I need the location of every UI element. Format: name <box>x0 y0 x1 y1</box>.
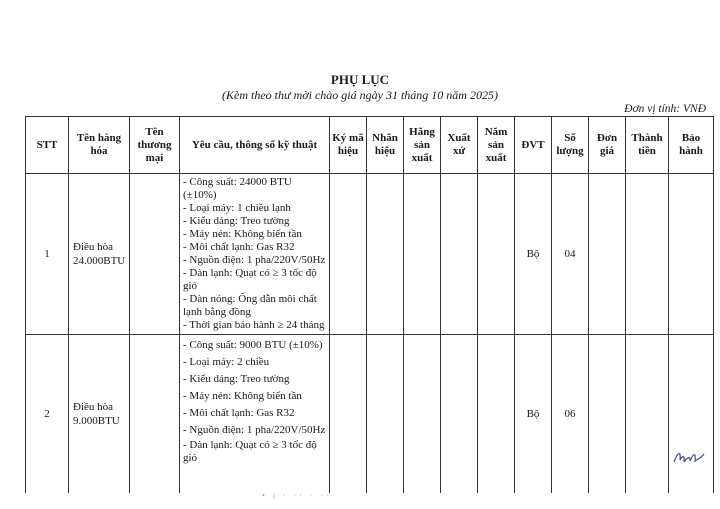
header-cell: Tên hàng hóa <box>69 117 130 174</box>
row-model-code <box>330 335 367 494</box>
row-product-name: Điều hòa 24.000BTU <box>69 174 130 335</box>
spec-line: - Môi chất lạnh: Gas R32 <box>183 407 295 419</box>
row-total <box>626 335 669 494</box>
row-unit: Bộ <box>515 174 552 335</box>
page-subtitle: (Kèm theo thư mời chào giá ngày 31 tháng 10 năm 2025) <box>222 88 498 102</box>
spec-line: - Dàn lạnh: Quạt có ≥ 3 tốc độ gió <box>183 267 317 292</box>
row-year <box>478 174 515 335</box>
row-brand <box>367 335 404 494</box>
spec-line: - Công suất: 24000 BTU (±10%) <box>183 176 292 201</box>
table-row <box>26 335 714 494</box>
spec-line: - Thời gian bảo hành ≥ 24 tháng <box>183 319 325 331</box>
header-cell: Nhãn hiệu <box>367 117 404 174</box>
row-manufacturer <box>404 335 441 494</box>
header-cell: ĐVT <box>515 117 552 174</box>
row-origin <box>441 335 478 494</box>
row-origin <box>441 174 478 335</box>
quotation-table <box>25 116 714 493</box>
header-cell: STT <box>26 117 69 174</box>
table-header-row <box>26 117 714 174</box>
row-trade-name <box>130 335 180 494</box>
row-quantity: 06 <box>552 335 589 494</box>
row-manufacturer <box>404 174 441 335</box>
row-product-name: Điều hòa 9.000BTU <box>69 335 130 494</box>
spec-line: - Dàn lạnh: Quạt có ≥ 3 tốc độ gió <box>183 439 317 464</box>
row-total <box>626 174 669 335</box>
spec-line: - Nguồn điện: 1 pha/220V/50Hz <box>183 254 326 266</box>
signature-initials-icon <box>672 448 706 466</box>
row-warranty <box>669 335 714 494</box>
spec-line: - Nguồn điện: 1 pha/220V/50Hz <box>183 424 326 436</box>
row-specifications <box>180 335 330 494</box>
spec-line: - Công suất: 9000 BTU (±10%) <box>183 339 323 351</box>
header-cell: Yêu cầu, thông số kỹ thuật <box>180 117 330 174</box>
faint-stamp-mark: • ı ‧ ·‧ · ·‧ <box>262 491 332 500</box>
spec-line: - Máy nén: Không biến tần <box>183 390 302 402</box>
header-cell: Thành tiền <box>626 117 669 174</box>
spec-line: - Môi chất lạnh: Gas R32 <box>183 241 295 253</box>
spec-line: - Loại máy: 2 chiều <box>183 356 270 368</box>
spec-line: - Loại máy: 1 chiều lạnh <box>183 202 291 214</box>
header-cell: Bảo hành <box>669 117 714 174</box>
header-cell: Số lượng <box>552 117 589 174</box>
row-unit-price <box>589 335 626 494</box>
spec-line: - Máy nén: Không biến tần <box>183 228 302 240</box>
page-title: PHỤ LỤC <box>330 72 390 87</box>
header-cell: Ký mã hiệu <box>330 117 367 174</box>
row-stt: 2 <box>26 335 69 494</box>
row-brand <box>367 174 404 335</box>
spec-line: - Kiểu dáng: Treo tường <box>183 373 290 385</box>
row-trade-name <box>130 174 180 335</box>
header-cell: Hãng sản xuất <box>404 117 441 174</box>
spec-line: - Dàn nóng: Ống dẫn môi chất lạnh bằng đồng <box>183 293 317 318</box>
row-model-code <box>330 174 367 335</box>
row-warranty <box>669 174 714 335</box>
currency-unit-label: Đơn vị tính: VNĐ <box>624 103 706 115</box>
row-unit-price <box>589 174 626 335</box>
table-row <box>26 174 714 335</box>
row-quantity: 04 <box>552 174 589 335</box>
row-stt: 1 <box>26 174 69 335</box>
row-specifications <box>180 174 330 335</box>
header-cell: Xuất xứ <box>441 117 478 174</box>
row-unit: Bộ <box>515 335 552 494</box>
header-cell: Tên thương mại <box>130 117 180 174</box>
spec-line: - Kiểu dáng: Treo tường <box>183 215 290 227</box>
header-cell: Năm sản xuất <box>478 117 515 174</box>
row-year <box>478 335 515 494</box>
header-cell: Đơn giá <box>589 117 626 174</box>
